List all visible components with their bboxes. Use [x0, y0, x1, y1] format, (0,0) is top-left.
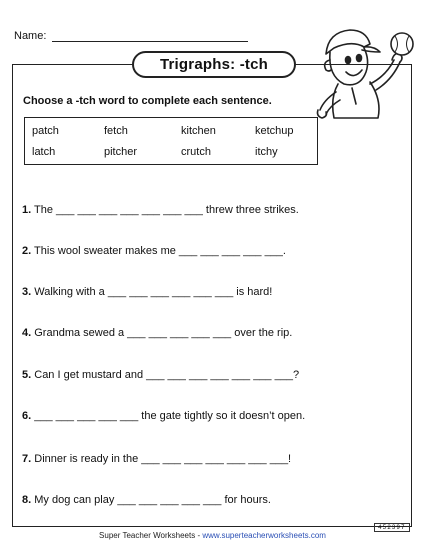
word-bank-item: fetch [104, 125, 128, 137]
worksheet-title: Trigraphs: -tch [132, 51, 296, 78]
baseball-kid-illustration [304, 14, 419, 124]
question-number: 8. [22, 494, 32, 506]
word-bank-item: patch [32, 125, 59, 137]
question-number: 1. [22, 204, 32, 216]
question-text: Walking with a ___ ___ ___ ___ ___ ___ is hard! [34, 286, 273, 298]
worksheet-code: 452397 [374, 523, 410, 532]
question-2 [22, 245, 286, 257]
footer-brand: Super Teacher Worksheets [99, 531, 196, 540]
question-text: The ___ ___ ___ ___ ___ ___ ___ threw three strikes. [34, 204, 299, 216]
name-row [14, 30, 248, 42]
question-number: 7. [22, 453, 32, 465]
question-text: This wool sweater makes me ___ ___ ___ ___ ___. [34, 245, 286, 257]
question-text: My dog can play ___ ___ ___ ___ ___ for hours. [34, 494, 271, 506]
question-4 [22, 327, 292, 339]
question-text: Grandma sewed a ___ ___ ___ ___ ___ over the rip. [34, 327, 293, 339]
word-bank-item: latch [32, 146, 56, 158]
question-number: 4. [22, 327, 32, 339]
word-bank-item: ketchup [255, 125, 294, 137]
question-text: Dinner is ready in the ___ ___ ___ ___ ___ ___ ___! [34, 453, 292, 465]
question-5 [22, 369, 299, 381]
question-number: 2. [22, 245, 32, 257]
word-bank-item: pitcher [104, 146, 138, 158]
question-7 [22, 453, 291, 465]
footer-separator: - [195, 531, 203, 540]
footer-link[interactable]: www.superteacherworksheets.com [202, 531, 326, 540]
question-text: ___ ___ ___ ___ ___ the gate tightly so it doesn’t open. [34, 410, 306, 422]
question-6 [22, 410, 305, 422]
question-1 [22, 204, 299, 216]
question-number: 6. [22, 410, 32, 422]
question-8 [22, 494, 271, 506]
question-text: Can I get mustard and ___ ___ ___ ___ ___ ___ ___? [34, 369, 300, 381]
word-bank-item: itchy [255, 146, 278, 158]
question-3 [22, 286, 272, 298]
footer [0, 531, 425, 540]
instruction-text: Choose a -tch word to complete each sentence. [23, 95, 272, 107]
name-label: Name: [14, 30, 47, 42]
question-number: 5. [22, 369, 32, 381]
word-bank-item: crutch [181, 146, 211, 158]
name-field[interactable] [52, 31, 248, 42]
word-bank-item: kitchen [181, 125, 216, 137]
question-number: 3. [22, 286, 32, 298]
